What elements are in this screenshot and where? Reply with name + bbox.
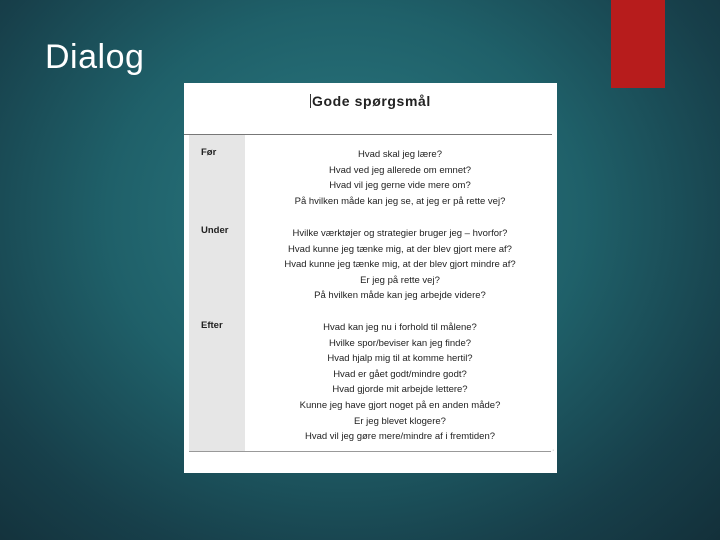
accent-bar xyxy=(611,0,665,88)
document-heading-text: Gode spørgsmål xyxy=(312,93,431,109)
question-item: Hvad kan jeg nu i forhold til målene? xyxy=(323,322,477,333)
questions-before xyxy=(248,147,552,209)
corner-mark: · xyxy=(552,447,555,454)
text-cursor xyxy=(310,94,311,108)
questions-during xyxy=(248,226,552,304)
question-item: Er jeg på rette vej? xyxy=(360,274,440,286)
document-image xyxy=(184,83,557,473)
section-label-before: Før xyxy=(201,147,217,158)
question-item: Kunne jeg have gjort noget på en anden måde? xyxy=(299,399,501,411)
slide-title: Dialog xyxy=(45,38,145,76)
question-item: Hvad kunne jeg tænke mig, at der blev gjort mere af? xyxy=(288,243,512,255)
bottom-rule xyxy=(189,451,551,452)
question-item: Hvad skal jeg lære? xyxy=(358,149,442,160)
question-item: Er jeg blevet klogere? xyxy=(354,415,446,427)
question-item: Hvilke spor/beviser kan jeg finde? xyxy=(328,337,472,349)
document-heading xyxy=(310,93,431,109)
question-item: Hvad hjalp mig til at komme hertil? xyxy=(327,353,473,365)
question-item: Hvad vil jeg gerne vide mere om? xyxy=(329,180,471,192)
question-item: Hvad vil jeg gøre mere/mindre af i fremtiden? xyxy=(304,431,496,443)
question-item: Hvilke værktøjer og strategier bruger jeg – hvorfor? xyxy=(292,228,508,239)
section-label-after: Efter xyxy=(201,320,223,331)
section-label-column xyxy=(189,135,245,452)
questions-after xyxy=(248,320,552,445)
question-item: På hvilken måde kan jeg arbejde videre? xyxy=(314,290,486,302)
question-item: Hvad er gået godt/mindre godt? xyxy=(333,368,467,380)
question-item: Hvad kunne jeg tænke mig, at der blev gjort mindre af? xyxy=(284,259,516,271)
section-label-during: Under xyxy=(201,225,229,236)
question-item: Hvad gjorde mit arbejde lettere? xyxy=(332,384,468,396)
question-item: Hvad ved jeg allerede om emnet? xyxy=(328,164,472,176)
question-item: På hvilken måde kan jeg se, at jeg er på rette vej? xyxy=(294,195,506,207)
